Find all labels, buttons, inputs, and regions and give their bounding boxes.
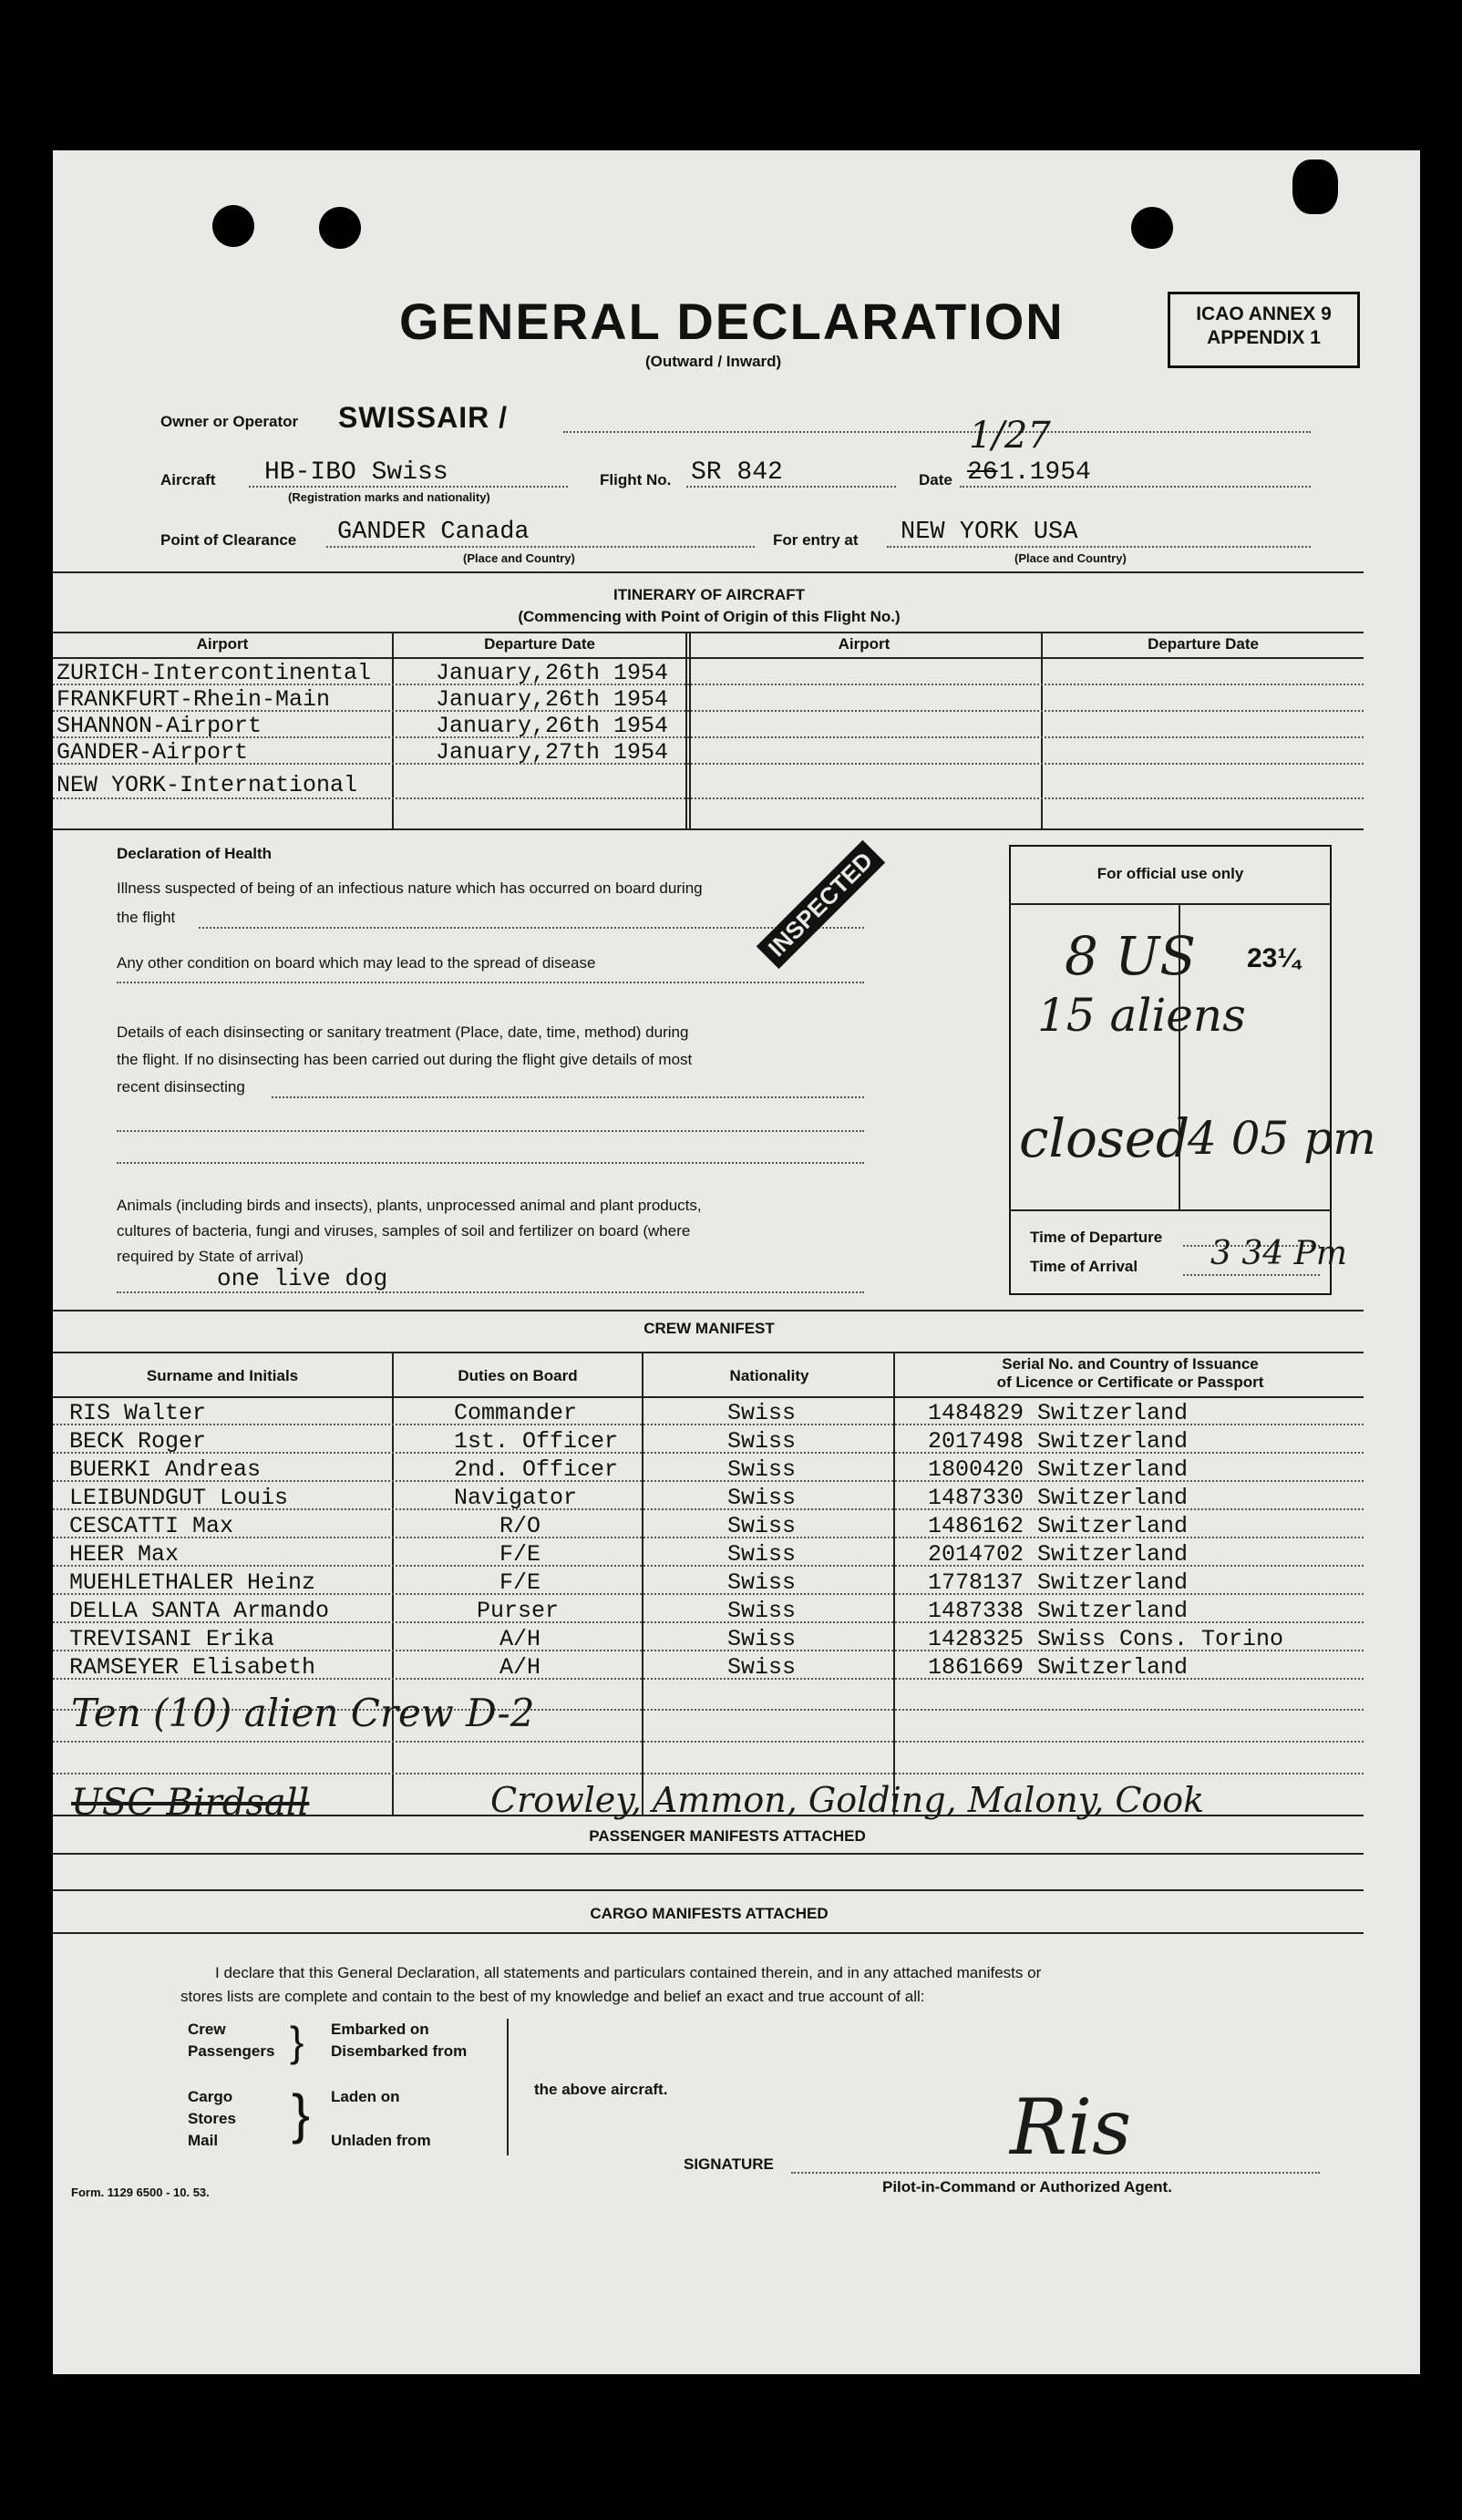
crew-handwritten-note: Crowley, Ammon, Golding, Malony, Cook	[490, 1780, 1205, 1820]
crew-name: MUEHLETHALER Heinz	[69, 1569, 316, 1596]
crew-serial: 1778137 Switzerland	[928, 1569, 1189, 1596]
health-q3: the flight. If no disinsecting has been carried out during the flight give details of most	[117, 1051, 693, 1068]
date-label: Date	[919, 471, 952, 489]
itinerary-date: January,26th 1954	[436, 713, 669, 739]
crew-nationality: Swiss	[727, 1598, 797, 1624]
official-handwriting: 23¼	[1247, 943, 1301, 973]
itinerary-airport: SHANNON-Airport	[57, 713, 263, 739]
annex-line-2: APPENDIX 1	[1207, 327, 1321, 348]
crew-label: Crew	[188, 2021, 226, 2038]
passengers-label: Passengers	[188, 2042, 275, 2060]
itinerary-date: January,26th 1954	[436, 686, 669, 713]
owner-label: Owner or Operator	[160, 413, 299, 430]
itinerary-date: January,27th 1954	[436, 739, 669, 766]
health-q3: recent disinsecting	[117, 1078, 245, 1095]
crew-duty: F/E	[499, 1541, 541, 1568]
crew-nationality: Swiss	[727, 1626, 797, 1652]
itinerary-airport: ZURICH-Intercontinental	[57, 660, 372, 686]
crew-nationality: Swiss	[727, 1485, 797, 1511]
annex-box	[1168, 292, 1360, 368]
crew-nationality: Swiss	[727, 1541, 797, 1568]
crew-nationality: Swiss	[727, 1428, 797, 1455]
itinerary-subtitle: (Commencing with Point of Origin of this Flight No.)	[518, 608, 901, 625]
health-q4: Animals (including birds and insects), plants, unprocessed animal and plant products,	[117, 1197, 702, 1214]
arrival-time-handwritten: 3 34 Pm	[1210, 1235, 1347, 1272]
entry-label: For entry at	[773, 531, 859, 549]
flight-value: SR 842	[691, 458, 783, 487]
crew-name: LEIBUNDGUT Louis	[69, 1485, 289, 1511]
crew-serial: 1486162 Switzerland	[928, 1513, 1189, 1539]
document-page: GENERAL DECLARATION (Outward / Inward) ICAO ANNEX 9 APPENDIX 1 Owner or Operator SWISSAIR / Aircraft HB-IBO Swiss (Registration marks and nationality) Flight No. SR 842 Date 26 1.1954 1/27 Point of Clearance GANDER Canada (Place and Country) For entry at NEW YORK USA (Place and Country) ITINERARY OF AIRCRAFT (Commencing with Point of Origin of this Flight No.) Airport Departure Date Airport Departure Date ZURICH-Intercontinental January,26th 1954 FRANKFURT-Rhein-Main January,26th 1954 SHANNON-Airport January,26th 1954 GANDER-Airport January,27th 1954 NEW YORK-International Declaration of Health Illness suspected of being of an infectious nature which has occurred on board during the flight INSPECTED Any other condition on board which may lead to the spread of disease Details of each disinsecting or sanitary treatment (Place, date, time, method) during the flight. If no disinsecting has been carried out during the flight give details of most recent disinsecting Animals (including birds and insects), plants, unprocessed animal and plant products, cultures of bacteria, fungi and viruses, samples of soil and fertilizer on board (where required by State of arrival) one live dog For official use only 8 US 23¼ 15 aliens closed 4 05 pm Time of Departure Time of Arrival 3 34 Pm CREW MANIFEST Surname and Initials Duties on Board Nationality Serial No. and Country of Issuance of Licence or Certificate or Passport RIS Walter Commander Swiss 1484829 Switzerland BECK Roger 1st. Officer Swiss 2017498 Switzerland BUERKI Andreas 2nd. Officer Swiss 1800420 Switzerland LEIBUNDGUT Louis Navigator Swiss 1487330 Switzerland CESCATTI Max R/O Swiss 1486162 Switzerland HEER Max F/E Swiss 2014702 Switzerland MUEHLETHALER Heinz F/E Swiss 1778137 Switzerland DELLA SANTA Armando Purser Swiss 1487338 Switzerland TREVISANI Erika A/H Swiss 1428325 Swiss Cons. Torino RAMSEYER Elisabeth A/H Swiss 1861669 Switzerland Ten (10) alien Crew D-2 USC Birdsall Crowley, Ammon, Golding, Malony, Cook PASSENGER MANIFESTS ATTACHED CARGO MANIFESTS ATTACHED I declare that this General Declaration, all statements and particulars contained therein, and in any attached manifests or stores lists are complete and contain to the best of my knowledge and belief an exact and true account of all: Crew Passengers } Embarked on Disembarked from Cargo Stores Mail } Laden on Unladen from the above aircraft. Ris SIGNATURE Pilot-in-Command or Authorized Agent. Form. 1129 6500 - 10. 53.	[53, 150, 1420, 2374]
inspected-stamp: INSPECTED	[757, 840, 885, 969]
flight-label: Flight No.	[600, 471, 672, 489]
crew-handwritten-note: USC Birdsall	[71, 1782, 310, 1824]
itinerary-airport: FRANKFURT-Rhein-Main	[57, 686, 331, 713]
official-use-title: For official use only	[1096, 865, 1244, 882]
crew-name: CESCATTI Max	[69, 1513, 234, 1539]
departure-time-label: Time of Departure	[1030, 1229, 1163, 1246]
official-handwriting: 8 US	[1065, 925, 1196, 987]
date-value: 1.1954	[999, 458, 1091, 487]
crew-duty: R/O	[499, 1513, 541, 1539]
crew-header-name: Surname and Initials	[146, 1367, 299, 1384]
health-q1: the flight	[117, 909, 176, 926]
official-handwriting: closed	[1019, 1107, 1190, 1169]
punch-hole	[212, 205, 254, 247]
crew-duty: 2nd. Officer	[454, 1456, 619, 1483]
health-q1: Illness suspected of being of an infectious nature which has occurred on board during	[117, 879, 703, 897]
crew-name: TREVISANI Erika	[69, 1626, 275, 1652]
crew-name: RIS Walter	[69, 1400, 207, 1426]
crew-serial: 2014702 Switzerland	[928, 1541, 1189, 1568]
crew-duty: F/E	[499, 1569, 541, 1596]
form-number: Form. 1129 6500 - 10. 53.	[71, 2186, 210, 2199]
itinerary-airport: NEW YORK-International	[57, 772, 358, 798]
crew-header-serial: Serial No. and Country of Issuance	[1002, 1355, 1259, 1373]
entry-value: NEW YORK USA	[901, 519, 1078, 546]
aircraft-label: Aircraft	[160, 471, 216, 489]
page-title: GENERAL DECLARATION	[399, 293, 1065, 350]
crew-name: HEER Max	[69, 1541, 180, 1568]
cargo-label: Cargo	[188, 2088, 233, 2105]
crew-duty: A/H	[499, 1654, 541, 1681]
crew-nationality: Swiss	[727, 1654, 797, 1681]
crew-header-serial-2: of Licence or Certificate or Passport	[996, 1373, 1264, 1391]
animals-value: one live dog	[217, 1265, 388, 1292]
itinerary-header-airport: Airport	[196, 635, 249, 653]
crew-serial: 1484829 Switzerland	[928, 1400, 1189, 1426]
annex-line-1: ICAO ANNEX 9	[1196, 303, 1332, 324]
health-q4: cultures of bacteria, fungi and viruses, samples of soil and fertilizer on board (where	[117, 1222, 691, 1239]
clearance-value: GANDER Canada	[337, 519, 530, 546]
crew-serial: 2017498 Switzerland	[928, 1428, 1189, 1455]
punch-hole	[1292, 159, 1338, 214]
signature-label: SIGNATURE	[684, 2155, 774, 2173]
official-handwriting: 4 05 pm	[1188, 1112, 1376, 1165]
health-q2: Any other condition on board which may lead to the spread of disease	[117, 954, 596, 972]
crew-serial: 1487338 Switzerland	[928, 1598, 1189, 1624]
punch-hole	[319, 207, 361, 249]
crew-name: BUERKI Andreas	[69, 1456, 262, 1483]
crew-duty: Purser	[477, 1598, 560, 1624]
disembarked-label: Disembarked from	[331, 2042, 468, 2060]
punch-hole	[1131, 207, 1173, 249]
health-q4: required by State of arrival)	[117, 1248, 304, 1265]
itinerary-date: January,26th 1954	[436, 660, 669, 686]
crew-header-nationality: Nationality	[729, 1367, 809, 1384]
declaration-text: stores lists are complete and contain to the best of my knowledge and belief an exact and true account of all:	[180, 1988, 925, 2005]
crew-header-duties: Duties on Board	[458, 1367, 578, 1384]
above-aircraft-label: the above aircraft.	[534, 2081, 668, 2098]
date-struck: 26	[967, 458, 998, 487]
signer-label: Pilot-in-Command or Authorized Agent.	[882, 2178, 1172, 2196]
crew-nationality: Swiss	[727, 1569, 797, 1596]
aircraft-value: HB-IBO Swiss	[264, 458, 448, 487]
passenger-manifests-attached: PASSENGER MANIFESTS ATTACHED	[589, 1827, 866, 1845]
itinerary-header-date-2: Departure Date	[1148, 635, 1259, 653]
crew-manifest-title: CREW MANIFEST	[643, 1320, 775, 1337]
crew-name: RAMSEYER Elisabeth	[69, 1654, 316, 1681]
crew-serial: 1428325 Swiss Cons. Torino	[928, 1626, 1284, 1652]
aircraft-caption: (Registration marks and nationality)	[288, 490, 490, 504]
crew-serial: 1487330 Switzerland	[928, 1485, 1189, 1511]
crew-duty: Commander	[454, 1400, 578, 1426]
crew-serial: 1861669 Switzerland	[928, 1654, 1189, 1681]
crew-nationality: Swiss	[727, 1400, 797, 1426]
cargo-manifests-attached: CARGO MANIFESTS ATTACHED	[590, 1905, 829, 1922]
laden-label: Laden on	[331, 2088, 400, 2105]
itinerary-header-airport-2: Airport	[838, 635, 891, 653]
crew-name: DELLA SANTA Armando	[69, 1598, 330, 1624]
itinerary-airport: GANDER-Airport	[57, 739, 249, 766]
crew-nationality: Swiss	[727, 1513, 797, 1539]
declaration-text: I declare that this General Declaration, all statements and particulars contained therein, and in any attached manifests or	[215, 1964, 1042, 1981]
mail-label: Mail	[188, 2132, 219, 2149]
crew-handwritten-note: Ten (10) alien Crew D-2	[71, 1691, 535, 1735]
crew-name: BECK Roger	[69, 1428, 207, 1455]
health-title: Declaration of Health	[117, 845, 273, 862]
pilot-signature: Ris	[1010, 2083, 1132, 2172]
crew-nationality: Swiss	[727, 1456, 797, 1483]
owner-value: SWISSAIR /	[338, 401, 509, 434]
page-subtitle: (Outward / Inward)	[645, 353, 782, 370]
crew-duty: A/H	[499, 1626, 541, 1652]
arrival-time-label: Time of Arrival	[1030, 1258, 1138, 1275]
official-use-box	[1009, 845, 1332, 1295]
official-handwriting: 15 aliens	[1037, 989, 1246, 1042]
crew-duty: 1st. Officer	[454, 1428, 619, 1455]
itinerary-header-date: Departure Date	[484, 635, 595, 653]
unladen-label: Unladen from	[331, 2132, 431, 2149]
stores-label: Stores	[188, 2110, 236, 2127]
crew-duty: Navigator	[454, 1485, 578, 1511]
health-q3: Details of each disinsecting or sanitary treatment (Place, date, time, method) during	[117, 1023, 689, 1041]
itinerary-title: ITINERARY OF AIRCRAFT	[613, 586, 805, 603]
embarked-label: Embarked on	[331, 2021, 429, 2038]
clearance-label: Point of Clearance	[160, 531, 297, 549]
clearance-caption: (Place and Country)	[463, 551, 575, 565]
date-handwritten: 1/27	[969, 415, 1051, 457]
crew-serial: 1800420 Switzerland	[928, 1456, 1189, 1483]
entry-caption: (Place and Country)	[1014, 551, 1127, 565]
